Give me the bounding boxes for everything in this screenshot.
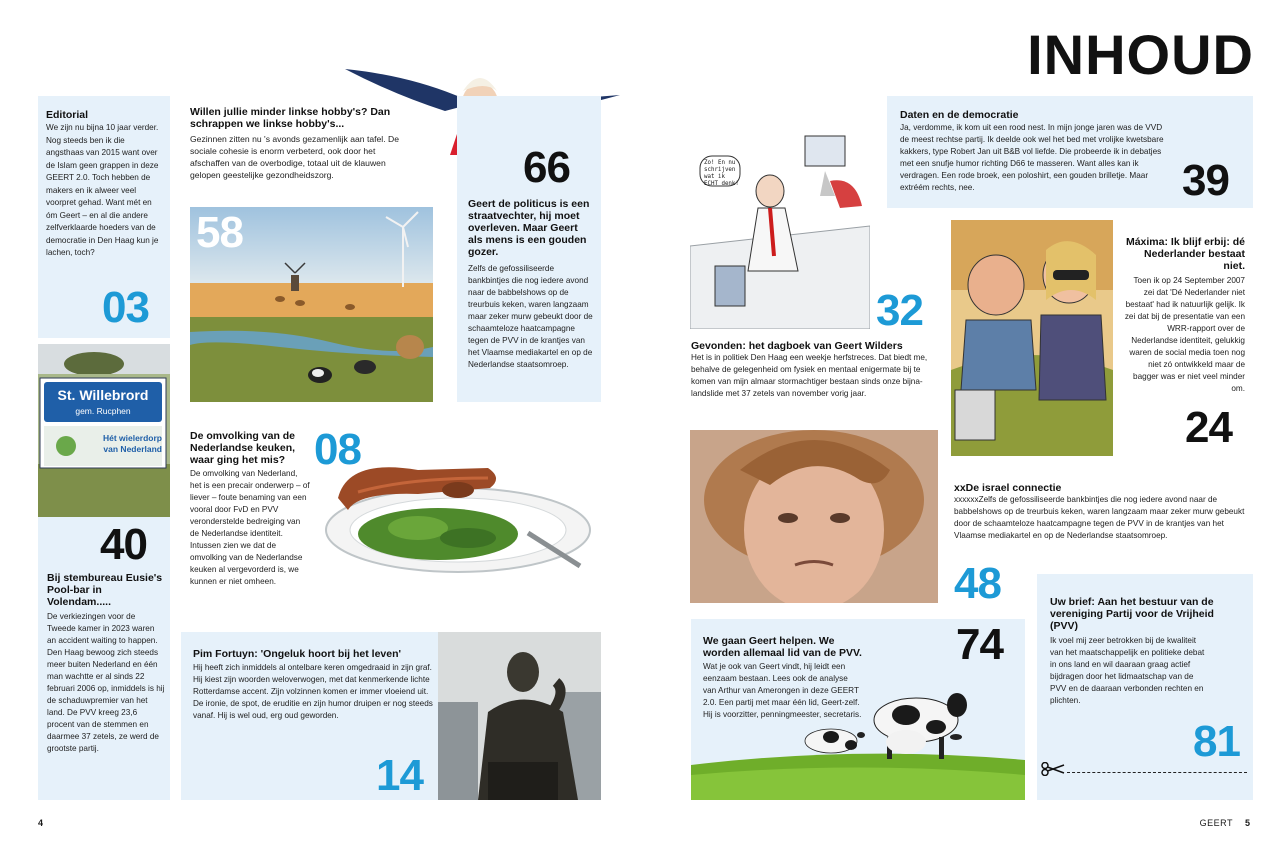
young-man-portrait-photo [690,430,938,603]
scissors-icon [1041,762,1065,776]
democratie-page-number: 39 [1182,156,1229,205]
banner-line-1: Hét wielerdorp [102,433,162,443]
cut-line [1067,772,1247,773]
democratie-title: Daten en de democratie [900,109,1019,121]
banner-line-2: van Nederland [103,444,162,454]
dagboek-page-number: 32 [876,286,923,335]
maxima-page-number: 24 [1185,403,1232,452]
politicus-panel [457,96,601,402]
town-sign-photo [38,344,170,517]
politicus-page-number: 66 [523,143,570,192]
dagboek-article [691,340,941,400]
right-page-number: 5 [1244,818,1250,828]
right-folio [1200,818,1250,828]
stembureau-body: De verkiezingen voor de Tweede kamer in 2023 waren an accident waiting to happen. Den Haag bewoog zich steeds meer buiten Nederland en één man wachtte er al sinds 22 februari 2006 op, inmiddels is hij de schaduwpremier van het land. De PVV kreeg 23,6 procent van de stemmen en daarmee 37 zetels, ze werd de grootste partij. [47,612,165,753]
stembureau-title: Bij stembureau Eusie's Pool-bar in Volendam..... [47,572,163,608]
fortuyn-title: Pim Fortuyn: 'Ongeluk hoort bij het leven' [193,648,402,660]
israel-title: xxDe israel connectie [954,482,1062,494]
omvolking-title: De omvolking van de Nederlandse keuken, waar ging het mis? [190,430,296,466]
sign-name: St. Willebrord [57,387,149,403]
democratie-body: Ja, verdomme, ik kom uit een rood nest. In mijn jonge jaren was de VVD de meest rechtse partij. Ik deelde ook wel het bed met vrolijke kwetsbare kakkers, type Robert Jan uit B&B vol liefde. Die probeerde ik in debatjes met een snufje humor richting D66 te masseren. Want alles kan ik verdragen. Een rode broek, een poloshirt, een gouden brilletje. Maar extréém rechts, nee. [900,123,1164,192]
royal-couple-caricature [951,220,1113,456]
stembureau-panel [38,517,170,800]
speech-bubble-text: Zo! En nu schrijven wat ik ECHT denk! [704,160,739,187]
omvolking-page-number: 08 [314,425,361,474]
politicus-title: Geert de politicus is een straatvechter, hij moet overleven. Maar Geert als mens is een gouden gozer. [468,198,590,258]
editorial-body: We zijn nu bijna 10 jaar verder. Nog steeds ben ik die angsthaas van 2015 want over de Islam geen grappen in deze GEERT 2.0. Toch hebben de makers en ik alweer veel voorpret gehad. Want mét en óm Geert – en al die andere zelfverklaarde hoeders van de democratie in Den Haag kun je lachen, toch? [46,123,159,257]
maxima-panel [1113,220,1253,456]
camels-landscape-photo [190,207,433,402]
hobbys-page-number: 58 [196,208,243,257]
omvolking-body: De omvolking van Nederland, het is een precair onderwerp – of liever – foute benaming van een vooral door FvD en PVV veronderstelde bedreiging van de Nederlandse identiteit. Intussen zien we dat de omvolking van de Nederlandse keuken al vergevorderd is, we kunnen er niet omheen. [190,469,310,586]
page-title: INHOUD [1027,23,1254,86]
hobbys-title: Willen jullie minder linkse hobby's? Dan schrappen we linkse hobby's... [190,106,391,130]
brief-body: Ik voel mij zeer betrokken bij de kwaliteit van het maatschappelijk en politieke debat in ons land en wil daaraan graag actief bijdragen door het lidmaatschap van de PVV en de daaraan verbonden rechten en plichten. [1050,636,1205,705]
politicus-body: Zelfs de gefossiliseerde bankbintjes die nog iedere avond naar de babbelshows op de treurbuis keken, waren langzaam maar zeker murw gebeukt door de schaamteloze haatcampagne tegen de PVV in de krantjes van het Vlaamse mediakartel en op de Nederlandse staatsomroep. [468,264,593,369]
magazine-brand: GEERT [1199,818,1233,828]
israel-page-number: 48 [954,559,1001,608]
fortuyn-panel [181,632,439,800]
editorial-title: Editorial [46,109,89,121]
cows-meadow-photo [691,665,1025,800]
sign-subtitle: gem. Rucphen [75,406,131,416]
maxima-title: Máxima: Ik blijf erbij: dé Nederlander bestaat niet. [1125,236,1245,272]
brief-page-number: 81 [1193,717,1240,766]
editorial-panel [38,96,170,338]
fortuyn-body: Hij heeft zich inmiddels al ontelbare keren omgedraaid in zijn graf. Hij kiest zijn woorden weloverwogen, met dat kenmerkende lichte Rotterdamse accent. Zijn volzinnen komen er immer vloeiend uit. De ironie, de spot, de eruditie en zijn humor druipen er nog steeds vanaf. Hij is wel oud, erg oud geworden. [193,663,433,720]
helpen-body: Wat je ook van Geert vindt, hij leidt een eenzaam bestaan. Lees ook de analyse van Arthur van Amerongen in deze GEERT 2.0. Een partij met maar één lid, Geert-zelf. Hij is voorzitter, penningmeester, secretaris. [703,662,862,719]
brief-panel [1037,574,1253,800]
maxima-body: Toen ik op 24 September 2007 zei dat 'Dé Nederlander niet bestaat' had ik natuurlijk gelijk. Ik zei dat bij de presentatie van een WRR-rapport over de Nederlandse identiteit, gelukkig waren de social media toen nog niet zó ontwikkeld maar de bagger was er niet veel minder om. [1124,276,1245,393]
sausage-kale-dish-illustration [318,438,598,578]
omvolking-article [190,430,310,610]
dagboek-title: Gevonden: het dagboek van Geert Wilders [691,340,903,352]
israel-body: xxxxxxZelfs de gefossiliseerde bankbintjes die nog iedere avond naar de babbelshows op de treurbuis keken, waren langzaam maar zeker murw gebeukt door de schaamteloze haatcampagne tegen de PVV in de krantjes van het Vlaamse mediakartel en op de Nederlandse staatsomroep. [954,495,1245,540]
helpen-page-number: 74 [956,620,1003,669]
brief-title: Uw brief: Aan het bestuur van de vereniging Partij voor de Vrijheid (PVV) [1050,596,1214,632]
fortuyn-page-number: 14 [376,751,423,800]
fortuyn-statue-photo [438,632,601,800]
dagboek-body: Het is in politiek Den Haag een weekje herfstreces. Dat biedt me, behalve de gelegenheid om fysiek en mentaal enigermate bij te komen van mijn almaar stormachtiger bestaan sinds onze bijna-landslide met 37 zetels van november vorig jaar. [691,353,928,398]
helpen-title: We gaan Geert helpen. We worden allemaal lid van de PVV. [703,635,862,659]
stembureau-page-number: 40 [100,520,147,569]
israel-article [954,482,1254,542]
left-page-number: 4 [38,818,44,828]
editorial-page-number: 03 [102,283,149,332]
hobbys-body: Gezinnen zitten nu 's avonds gezamenlijk aan tafel. De sociale cohesie is enorm verbeterd, ook door het afschaffen van de overbodige, totaal uit de klauwen gelopen geestelijke gezondheidszorg. [190,134,399,180]
democratie-panel [887,96,1253,208]
